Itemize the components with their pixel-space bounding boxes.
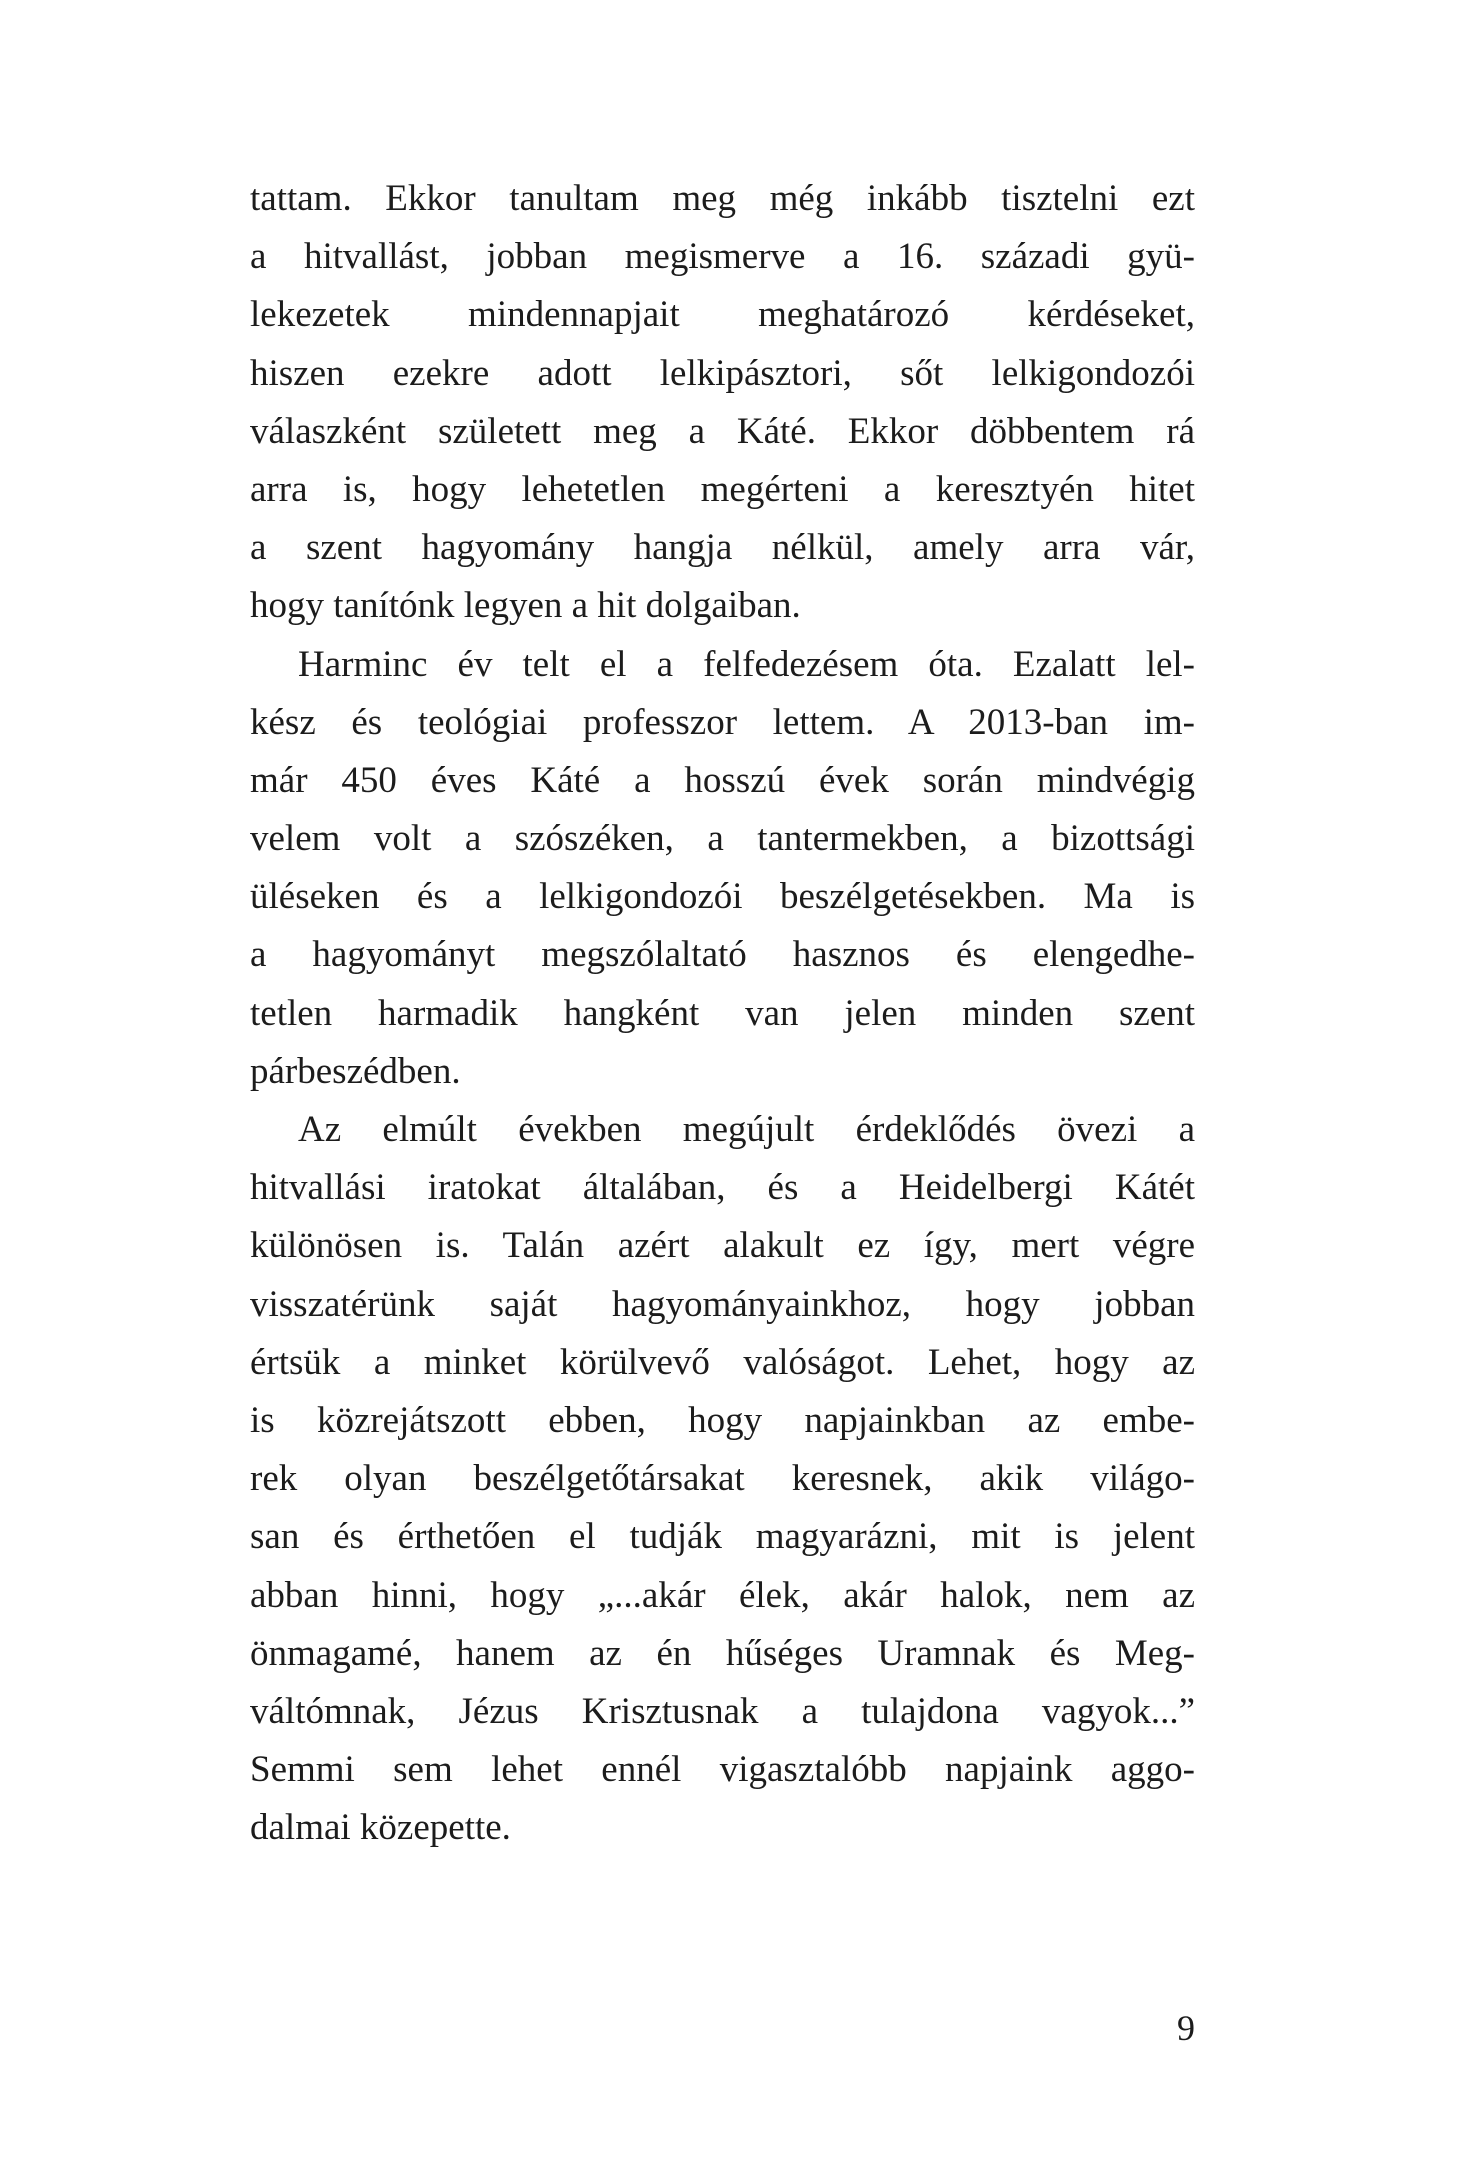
text-line: váltómnak, Jézus Krisztusnak a tulajdona vagyok...” xyxy=(250,1690,1195,1732)
page-number: 9 xyxy=(1177,2008,1195,2048)
text-line: hogy tanítónk legyen a hit dolgaiban. xyxy=(250,585,801,627)
text-line: hiszen ezekre adott lelkipásztori, sőt lelkigondozói xyxy=(250,352,1195,394)
text-line: hitvallási iratokat általában, és a Heidelbergi Kátét xyxy=(250,1167,1195,1209)
text-line: válaszként született meg a Káté. Ekkor döbbentem rá xyxy=(250,410,1195,452)
text-line: tetlen harmadik hangként van jelen minden szent xyxy=(250,992,1195,1034)
text-line: san és érthetően el tudják magyarázni, mit is jelent xyxy=(250,1516,1195,1558)
text-line: a hitvallást, jobban megismerve a 16. századi gyü- xyxy=(250,236,1195,278)
text-line: értsük a minket körülvevő valóságot. Lehet, hogy az xyxy=(250,1341,1195,1383)
text-line: abban hinni, hogy „...akár élek, akár halok, nem az xyxy=(250,1574,1195,1616)
text-line: tattam. Ekkor tanultam meg még inkább tisztelni ezt xyxy=(250,178,1195,219)
text-line: a szent hagyomány hangja nélkül, amely arra vár, xyxy=(250,527,1195,569)
paragraph-1 xyxy=(250,170,1195,636)
text-line: velem volt a szószéken, a tantermekben, a bizottsági xyxy=(250,818,1195,860)
text-line: dalmai közepette. xyxy=(250,1807,511,1849)
text-line: a hagyományt megszólaltató hasznos és elengedhe- xyxy=(250,934,1195,976)
text-line: rek olyan beszélgetőtársakat keresnek, akik világo- xyxy=(250,1458,1195,1500)
text-line: különösen is. Talán azért alakult ez így, mert végre xyxy=(250,1225,1195,1267)
body-text xyxy=(250,170,1195,1857)
paragraph-2 xyxy=(250,636,1195,1102)
text-line: lekezetek mindennapjait meghatározó kérdéseket, xyxy=(250,294,1195,336)
text-line: már 450 éves Káté a hosszú évek során mindvégig xyxy=(250,759,1195,801)
text-line: Semmi sem lehet ennél vigasztalóbb napjaink aggo- xyxy=(250,1749,1195,1791)
text-line: Harminc év telt el a felfedezésem óta. Ezalatt lel- xyxy=(298,643,1195,685)
text-line: visszatérünk saját hagyományainkhoz, hogy jobban xyxy=(250,1283,1195,1325)
text-line: önmagamé, hanem az én hűséges Uramnak és Meg- xyxy=(250,1632,1195,1674)
text-line: kész és teológiai professzor lettem. A 2013-ban im- xyxy=(250,701,1195,743)
text-line: is közrejátszott ebben, hogy napjainkban az embe- xyxy=(250,1399,1195,1441)
text-line: Az elmúlt években megújult érdeklődés övezi a xyxy=(298,1109,1195,1150)
paragraph-3 xyxy=(250,1101,1195,1857)
text-line: üléseken és a lelkigondozói beszélgetésekben. Ma is xyxy=(250,876,1195,918)
text-line: arra is, hogy lehetetlen megérteni a keresztyén hitet xyxy=(250,468,1195,510)
text-line: párbeszédben. xyxy=(250,1050,461,1092)
